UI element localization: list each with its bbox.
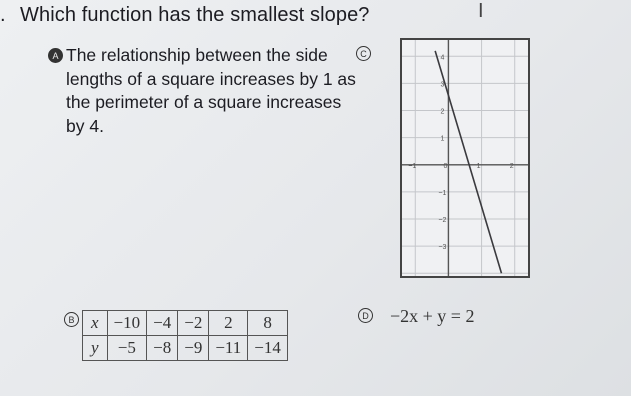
- text-cursor-icon: I: [478, 0, 484, 22]
- table-cell: 2: [209, 311, 248, 336]
- table-cell: −9: [178, 336, 209, 361]
- option-d-radio[interactable]: [358, 308, 373, 323]
- option-a-text: The relationship between the side lengths of a square increases by 1 as the perimeter of a square increases by 4.: [66, 45, 356, 136]
- table-x-header: x: [83, 311, 108, 336]
- y-tick-label: −1: [438, 189, 447, 197]
- y-tick-label: 4: [440, 54, 445, 62]
- table-cell: −5: [107, 336, 147, 361]
- graph-plot: [402, 40, 528, 276]
- x-tick-label: 0: [443, 162, 448, 170]
- table-cell: 8: [248, 311, 288, 336]
- question-text: Which function has the smallest slope?: [20, 4, 370, 26]
- y-tick-label: −2: [438, 217, 447, 225]
- y-tick-label: 1: [440, 135, 445, 143]
- table-row-y: [83, 336, 288, 361]
- option-c-graph: [400, 38, 530, 278]
- option-c-label: C: [360, 49, 367, 59]
- option-d-equation: −2x + y = 2: [390, 306, 475, 326]
- table-cell: −4: [147, 311, 178, 336]
- x-tick-label: −1: [408, 162, 417, 170]
- table-y-header: y: [83, 336, 108, 361]
- table-cell: −8: [147, 336, 178, 361]
- table-cell: −14: [248, 336, 288, 361]
- option-c-radio[interactable]: [356, 46, 371, 61]
- y-tick-label: 2: [440, 108, 445, 116]
- option-d-label: D: [362, 311, 369, 321]
- y-tick-label: −3: [438, 244, 447, 252]
- option-b-label: B: [68, 315, 75, 325]
- option-a-radio[interactable]: [48, 48, 63, 63]
- question-number-mark: .: [0, 4, 6, 26]
- y-tick-label: 3: [440, 81, 445, 89]
- x-tick-label: 1: [476, 162, 481, 170]
- option-a-label: A: [52, 51, 59, 61]
- table-cell: −10: [107, 311, 147, 336]
- table-row-x: [83, 311, 288, 336]
- option-b-table: [82, 310, 288, 361]
- table-cell: −11: [209, 336, 248, 361]
- table-cell: −2: [178, 311, 209, 336]
- option-b-radio[interactable]: [64, 312, 79, 327]
- x-tick-label: 2: [509, 162, 514, 170]
